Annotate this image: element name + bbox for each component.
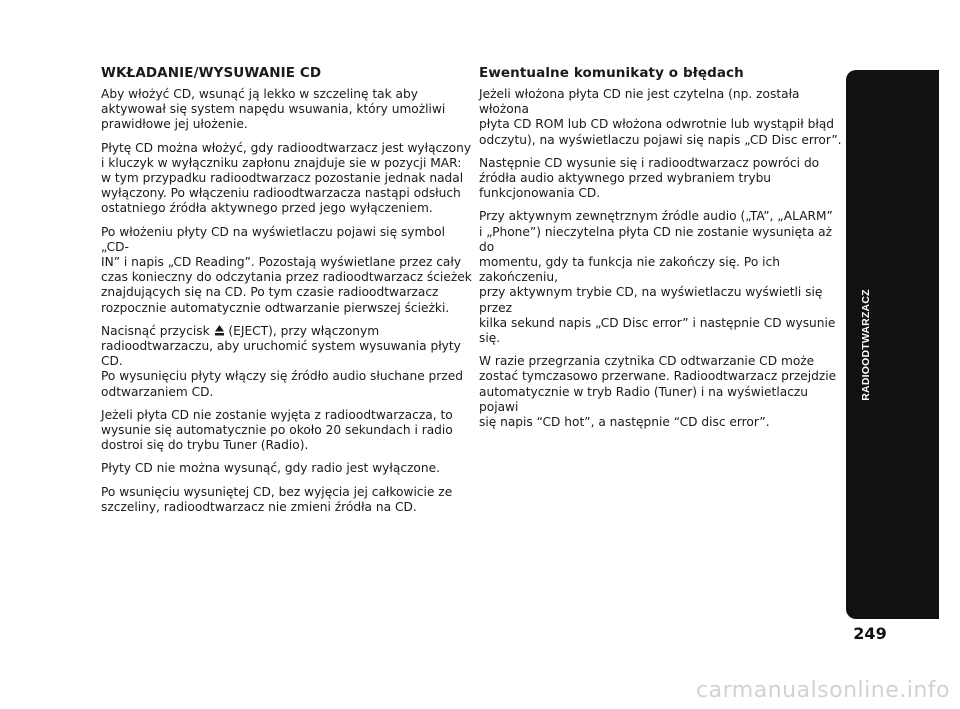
paragraph: Płytę CD można włożyć, gdy radioodtwarzacz jest wyłączony i kluczyk w wyłączniku zapłonu znajduje sie w pozycji MAR: w tym przypadku radioodtwarzacz pozostanie jednak nadal wyłączony. Po włączeniu radioodtwarzacza nastąpi odsłuch ostatniego źródła aktywnego przed jego wyłączeniem. (101, 140, 472, 216)
paragraph: Po wsunięciu wysuniętej CD, bez wyjęcia jej całkowicie ze szczeliny, radioodtwarzacz nie zmieni źródła na CD. (101, 484, 453, 514)
paragraph-eject (101, 324, 473, 400)
paragraph: Po włożeniu płyty CD na wyświetlaczu pojawi się symbol „CD- IN” i napis „CD Reading”. Pozostają wyświetlane przez cały czas konieczny do odczytania przez radioodtwarzacz ścieżek znajdujących się na CD. Po tym czasie radioodtwarzacz rozpocznie automatycznie odtwarzanie pierwszej ścieżki. (101, 224, 472, 315)
watermark: carmanualsonline.info (696, 678, 950, 703)
paragraph: Jeżeli płyta CD nie zostanie wyjęta z radioodtwarzacza, to wysunie się automatycznie po około 20 sekundach i radio dostroi się do trybu Tuner (Radio). (101, 407, 453, 453)
right-column (479, 64, 844, 438)
eject-text-before: Nacisnąć przycisk (101, 323, 210, 338)
eject-icon (215, 325, 224, 336)
paragraph: Przy aktywnym zewnętrznym źródle audio („TA”, „ALARM” i „Phone”) nieczytelna płyta CD nie zostanie wysunięta aż do momentu, gdy ta funkcja nie zakończy się. Po ich zakończeniu, przy aktywnym trybie CD, na wyświetlaczu wyświetli się przez kilka sekund napis „CD Disc error” i następnie CD wysunie się. (479, 209, 836, 346)
paragraph: Następnie CD wysunie się i radioodtwarzacz powróci do źródła audio aktywnego przed wybraniem trybu funkcjonowania CD. (479, 155, 820, 201)
chapter-tab-label: RADIOODTWARZACZ (860, 289, 872, 401)
eject-text-after: (EJECT), przy włączonym radioodtwarzaczu, aby uruchomić system wysuwania płyty CD. Po wysunięciu płyty włączy się źródło audio słuchane przed odtwarzaniem CD. (101, 323, 463, 399)
page-number: 249 (853, 624, 887, 643)
paragraph: Aby włożyć CD, wsunąć ją lekko w szczelinę tak aby aktywował się system napędu wsuwania, który umożliwi prawidłowe jej ułożenie. (101, 87, 446, 132)
paragraph: Jeżeli włożona płyta CD nie jest czytelna (np. została włożona płyta CD ROM lub CD włożona odwrotnie lub wystąpił błąd odczytu), na wyświetlaczu pojawi się napis „CD Disc error”. (479, 87, 842, 147)
section-heading-inserting-cd: WKŁADANIE/WYSUWANIE CD (101, 65, 322, 81)
paragraph: Płyty CD nie można wysunąć, gdy radio jest wyłączone. (101, 461, 440, 476)
section-heading-error-messages: Ewentualne komunikaty o błędach (479, 65, 744, 81)
left-column (101, 64, 473, 523)
paragraph: W razie przegrzania czytnika CD odtwarzanie CD może zostać tymczasowo przerwane. Radioodtwarzacz przejdzie automatycznie w tryb Radio (Tuner) i na wyświetlaczu pojawi się napis “CD hot”, a następnie “CD disc error”. (479, 354, 837, 430)
